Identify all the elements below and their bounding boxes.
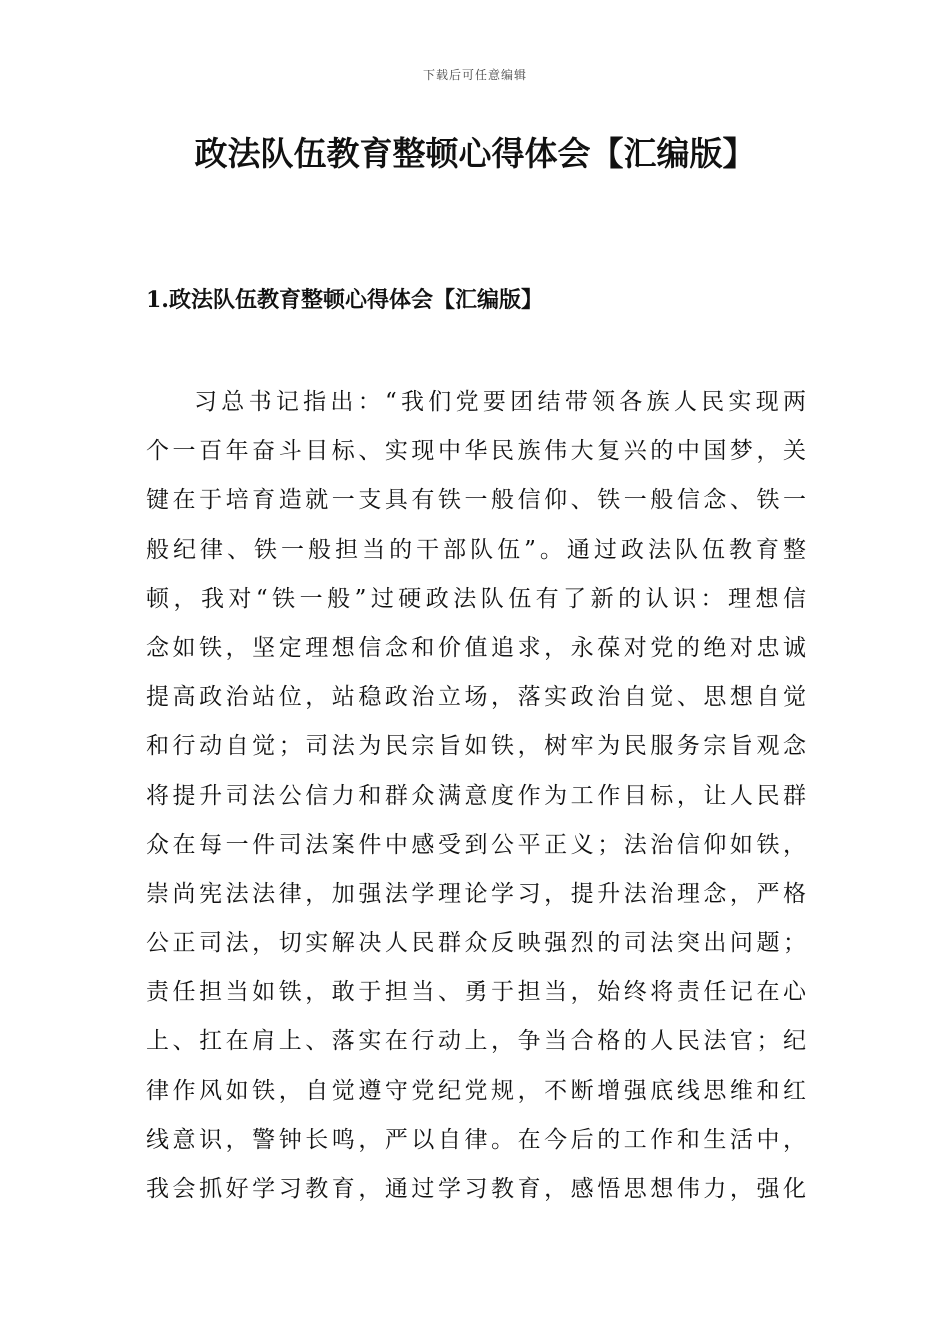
body-line: 崇尚宪法法律，加强法学理论学习，提升法治理念，严格: [146, 880, 806, 907]
section-heading: 1.政法队伍教育整顿心得体会【汇编版】: [146, 287, 543, 313]
document-title: 政法队伍教育整顿心得体会【汇编版】: [194, 134, 756, 173]
body-line: 念如铁，坚定理想信念和价值追求，永葆对党的绝对忠诚: [146, 634, 806, 661]
body-line: 键在于培育造就一支具有铁一般信仰、铁一般信念、铁一: [146, 487, 806, 514]
body-line: 个一百年奋斗目标、实现中华民族伟大复兴的中国梦，关: [146, 438, 806, 465]
body-line: 责任担当如铁，敢于担当、勇于担当，始终将责任记在心: [146, 979, 806, 1006]
header-note: 下载后可任意编辑: [422, 68, 527, 82]
body-line: 顿，我对“铁一般”过硬政法队伍有了新的认识：理想信: [146, 585, 806, 612]
body-line: 律作风如铁，自觉遵守党纪党规，不断增强底线思维和红: [146, 1077, 806, 1104]
body-line: 我会抓好学习教育，通过学习教育，感悟思想伟力，强化: [146, 1176, 806, 1202]
body-line: 习总书记指出：“我们党要团结带领各族人民实现两: [194, 389, 806, 415]
body-line: 上、扛在肩上、落实在行动上，争当合格的人民法官；纪: [146, 1028, 806, 1055]
body-line: 般纪律、铁一般担当的干部队伍”。通过政法队伍教育整: [146, 536, 806, 563]
body-line: 和行动自觉；司法为民宗旨如铁，树牢为民服务宗旨观念: [146, 733, 806, 760]
body-line: 众在每一件司法案件中感受到公平正义；法治信仰如铁，: [146, 831, 806, 858]
body-paragraph: [146, 378, 806, 1214]
body-line: 将提升司法公信力和群众满意度作为工作目标，让人民群: [146, 782, 806, 809]
body-line: 提高政治站位，站稳政治立场，落实政治自觉、思想自觉: [146, 684, 806, 711]
body-line: 线意识，警钟长鸣，严以自律。在今后的工作和生活中，: [146, 1126, 806, 1153]
body-line: 公正司法，切实解决人民群众反映强烈的司法突出问题；: [146, 930, 806, 957]
